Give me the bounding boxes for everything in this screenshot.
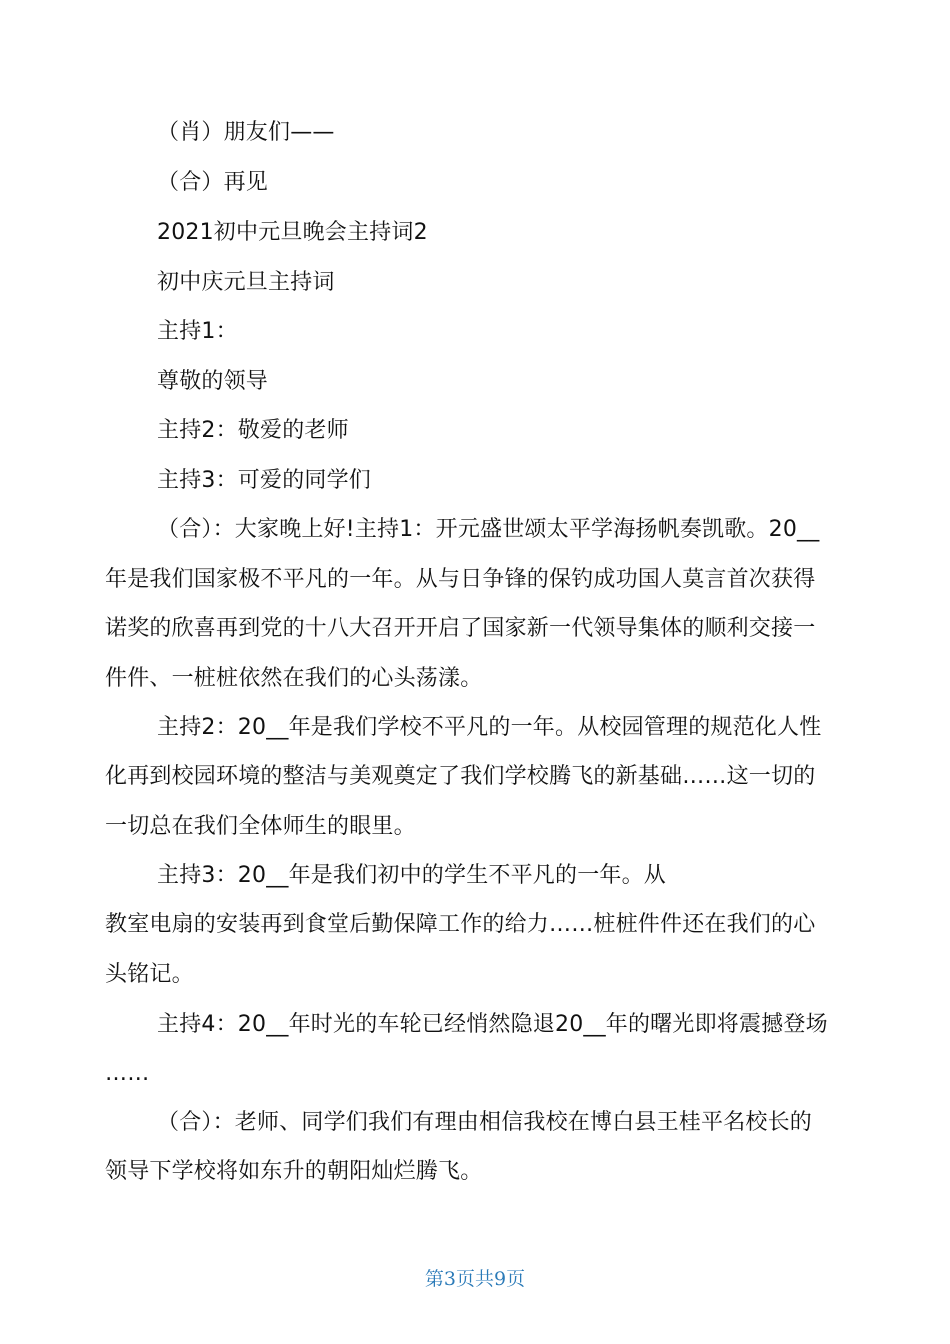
text-line: …… (105, 1061, 150, 1086)
text-line: 主持3：20__年是我们初中的学生不平凡的一年。从 (157, 863, 666, 888)
text-line: （肖）朋友们—— (157, 120, 335, 145)
text-line: 领导下学校将如东升的朝阳灿烂腾飞。 (105, 1159, 483, 1184)
text-line: 尊敬的领导 (157, 369, 269, 394)
text-line: 诺奖的欣喜再到党的十八大召开开启了国家新一代领导集体的顺利交接一 (105, 616, 816, 641)
text-line: 主持2：敬爱的老师 (157, 418, 349, 443)
text-line: 主持4：20__年时光的车轮已经悄然隐退20__年的曙光即将震撼登场 (157, 1012, 828, 1037)
text-line: （合）：老师、同学们我们有理由相信我校在博白县王桂平名校长的 (157, 1110, 813, 1135)
text-line: 主持1： (157, 319, 238, 344)
text-line: 初中庆元旦主持词 (157, 270, 335, 295)
text-line: （合）再见 (157, 170, 269, 195)
page-number: 第3页共9页 (424, 1268, 526, 1290)
text-line: （合）：大家晚上好!主持1：开元盛世颂太平学海扬帆奏凯歌。20__ (157, 517, 820, 542)
text-line: 主持3：可爱的同学们 (157, 468, 371, 493)
text-line: 头铭记。 (105, 962, 194, 987)
text-line: 一切总在我们全体师生的眼里。 (105, 814, 416, 839)
text-line: 年是我们国家极不平凡的一年。从与日争锋的保钓成功国人莫言首次获得 (105, 567, 816, 592)
text-line: 主持2：20__年是我们学校不平凡的一年。从校园管理的规范化人性 (157, 715, 822, 740)
text-line: 教室电扇的安装再到食堂后勤保障工作的给力……桩桩件件还在我们的心 (105, 912, 816, 937)
text-line: 件件、一桩桩依然在我们的心头荡漾。 (105, 666, 483, 691)
text-line: 化再到校园环境的整洁与美观奠定了我们学校腾飞的新基础……这一切的 (105, 764, 816, 789)
text-line: 2021初中元旦晚会主持词2 (157, 220, 428, 245)
